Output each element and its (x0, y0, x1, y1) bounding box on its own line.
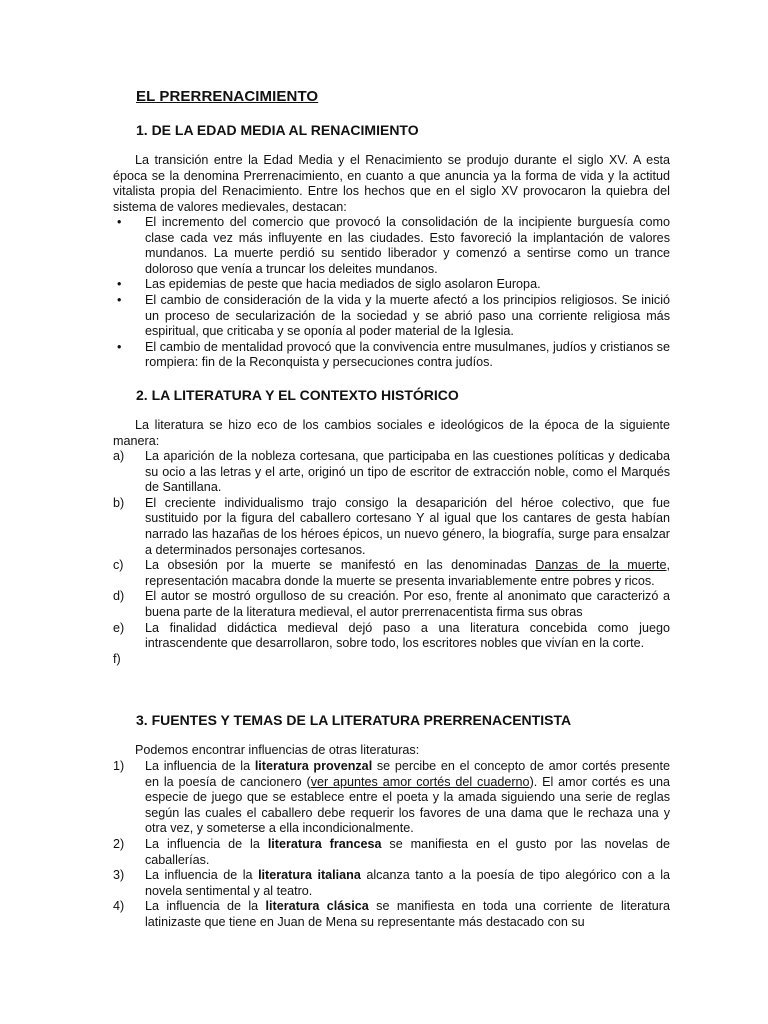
list-marker: e) (113, 620, 125, 635)
section-3-intro (113, 743, 670, 759)
section-2-lettered-list (113, 449, 670, 667)
text-segment: La influencia de la (145, 836, 268, 851)
list-marker: d) (113, 589, 125, 604)
bold-term: literatura provenzal (254, 759, 373, 773)
list-marker: 1) (113, 759, 125, 773)
text-segment: se manifiesta en el gusto por las novelas de caballerías. (145, 836, 671, 867)
section-1-bullet-list (113, 215, 670, 371)
list-item-text: El incremento del comercio que provocó la consolidación de la incipiente burguesía como clase cada vez más influyente en las ciudades. Esto favoreció la implantación de valores mundanos. La muerte perdió su sentido liberador y comenzó a sentirse como un trance doloroso que venía a truncar los deleites mundanos. (145, 215, 670, 276)
bold-term: literatura francesa (267, 836, 382, 851)
list-item-text (145, 558, 670, 588)
bullet-marker: • (117, 215, 122, 229)
bold-term: literatura italiana (258, 868, 361, 883)
section-2-heading: 2. LA LITERATURA Y EL CONTEXTO HISTÓRICO (136, 387, 459, 403)
section-2-intro (113, 418, 670, 449)
list-item-text: La aparición de la nobleza cortesana, que participaba en las cuestiones políticas y dedicaba su ocio a las letras y el arte, originó un tipo de escritor de extracción noble, como el Marqués de Santillana. (145, 449, 670, 495)
list-item (113, 837, 670, 868)
list-item (113, 589, 670, 620)
list-item (113, 215, 670, 277)
list-item (113, 652, 670, 668)
list-item (113, 293, 670, 340)
text-segment: se percibe en el concepto de amor cortés presente en la poesía de cancionero ( (145, 759, 670, 789)
list-marker: 2) (113, 836, 125, 851)
text-segment: La influencia de la (145, 868, 259, 883)
text-segment: La influencia de la (145, 759, 255, 773)
list-marker: b) (113, 495, 125, 510)
text-segment: , representación macabra donde la muerte se presenta invariablemente entre pobres y ricos. (145, 558, 670, 588)
section-3-intro-text: Podemos encontrar influencias de otras literaturas: (135, 743, 420, 757)
list-item (113, 621, 670, 652)
danzas-de-la-muerte-link: Danzas de la muerte (535, 558, 667, 573)
list-item (113, 496, 670, 558)
list-item-text: Las epidemias de peste que hacia mediados de siglo asolaron Europa. (145, 277, 541, 292)
list-marker: 3) (113, 868, 125, 883)
page-title: EL PRERRENACIMIENTO (136, 88, 319, 105)
list-item (113, 340, 670, 371)
list-item-text (145, 837, 670, 867)
list-marker: a) (113, 449, 125, 463)
text-segment: La obsesión por la muerte se manifestó en las denominadas (145, 558, 536, 573)
list-item-text: El creciente individualismo trajo consigo la desaparición del héroe colectivo, que fue sustituido por la figura del caballero cortesano Y al igual que los cantares de gesta habían narrado las hazañas de los héroes épicos, un nuevo género, la biografía, surge para ensalzar a determinados personajes cortesanos. (145, 495, 670, 557)
bullet-marker: • (117, 292, 122, 307)
list-item-text: La finalidad didáctica medieval dejó paso a una literatura concebida como juego intrascendente que desarrollaron, sobre todo, los escritores nobles que vivían en la corte. (145, 620, 670, 651)
bullet-marker: • (117, 339, 122, 354)
list-marker: f) (113, 651, 121, 666)
list-item (113, 759, 670, 837)
list-marker: c) (113, 558, 124, 573)
list-item (113, 558, 670, 589)
bullet-marker: • (117, 277, 122, 292)
text-segment: La influencia de la (145, 899, 266, 914)
text-segment: ). El amor cortés es una especie de juego que se establece entre el poeta y la amada siguiendo una serie de reglas según las cuales el caballero debe requerir los favores de una dama que le rechaza una y otra vez, y someterse a ella incondicionalmente. (145, 774, 670, 836)
list-item (113, 277, 670, 293)
list-item-text: El autor se mostró orgulloso de su creación. Por eso, frente al anonimato que caracterizó a buena parte de la literatura medieval, el autor prerrenacentista firma sus obras (145, 589, 670, 619)
section-1-heading: 1. DE LA EDAD MEDIA AL RENACIMIENTO (136, 122, 419, 138)
section-1-intro (113, 153, 670, 215)
section-3-numbered-list (113, 759, 670, 931)
section-2-intro-text: La literatura se hizo eco de los cambios sociales e ideológicos de la época de la siguiente manera: (113, 418, 670, 448)
list-item-text: El cambio de mentalidad provocó que la convivencia entre musulmanes, judíos y cristianos se rompiera: fin de la Reconquista y persecuciones contra judíos. (145, 339, 670, 370)
bold-term: literatura clásica (265, 899, 369, 914)
list-item (113, 868, 670, 899)
list-item-text: El cambio de consideración de la vida y la muerte afectó a los principios religiosos. Se inició un proceso de secularización de la sociedad y se abrió paso una corriente religiosa más espiritual, que criticaba y se oponía al poder material de la Iglesia. (145, 292, 670, 339)
list-item (113, 449, 670, 496)
list-item-text (145, 868, 670, 898)
section-3-heading: 3. FUENTES Y TEMAS DE LA LITERATURA PRERRENACENTISTA (136, 712, 572, 728)
list-item-text (145, 652, 149, 666)
list-item (113, 899, 670, 930)
text-segment: alcanza tanto a la poesía de tipo alegórico con a la novela sentimental y al teatro. (145, 868, 670, 898)
notes-reference-link: ver apuntes amor cortés del cuaderno (310, 774, 530, 789)
list-item-text (145, 759, 670, 835)
list-item-text (145, 899, 670, 929)
section-1-intro-text: La transición entre la Edad Media y el Renacimiento se produjo durante el siglo XV. A esta época se la denomina Prerrenacimiento, en cuanto a que anuncia ya la forma de vida y la actitud vitalista propia del Renacimiento. Entre los hechos que en el siglo XV provocaron la quiebra del sistema de valores medievales, destacan: (113, 153, 670, 214)
text-segment: se manifiesta en toda una corriente de literatura latinizaste que tiene en Juan de Mena su representante más destacado con su (145, 899, 670, 929)
list-marker: 4) (113, 899, 125, 914)
